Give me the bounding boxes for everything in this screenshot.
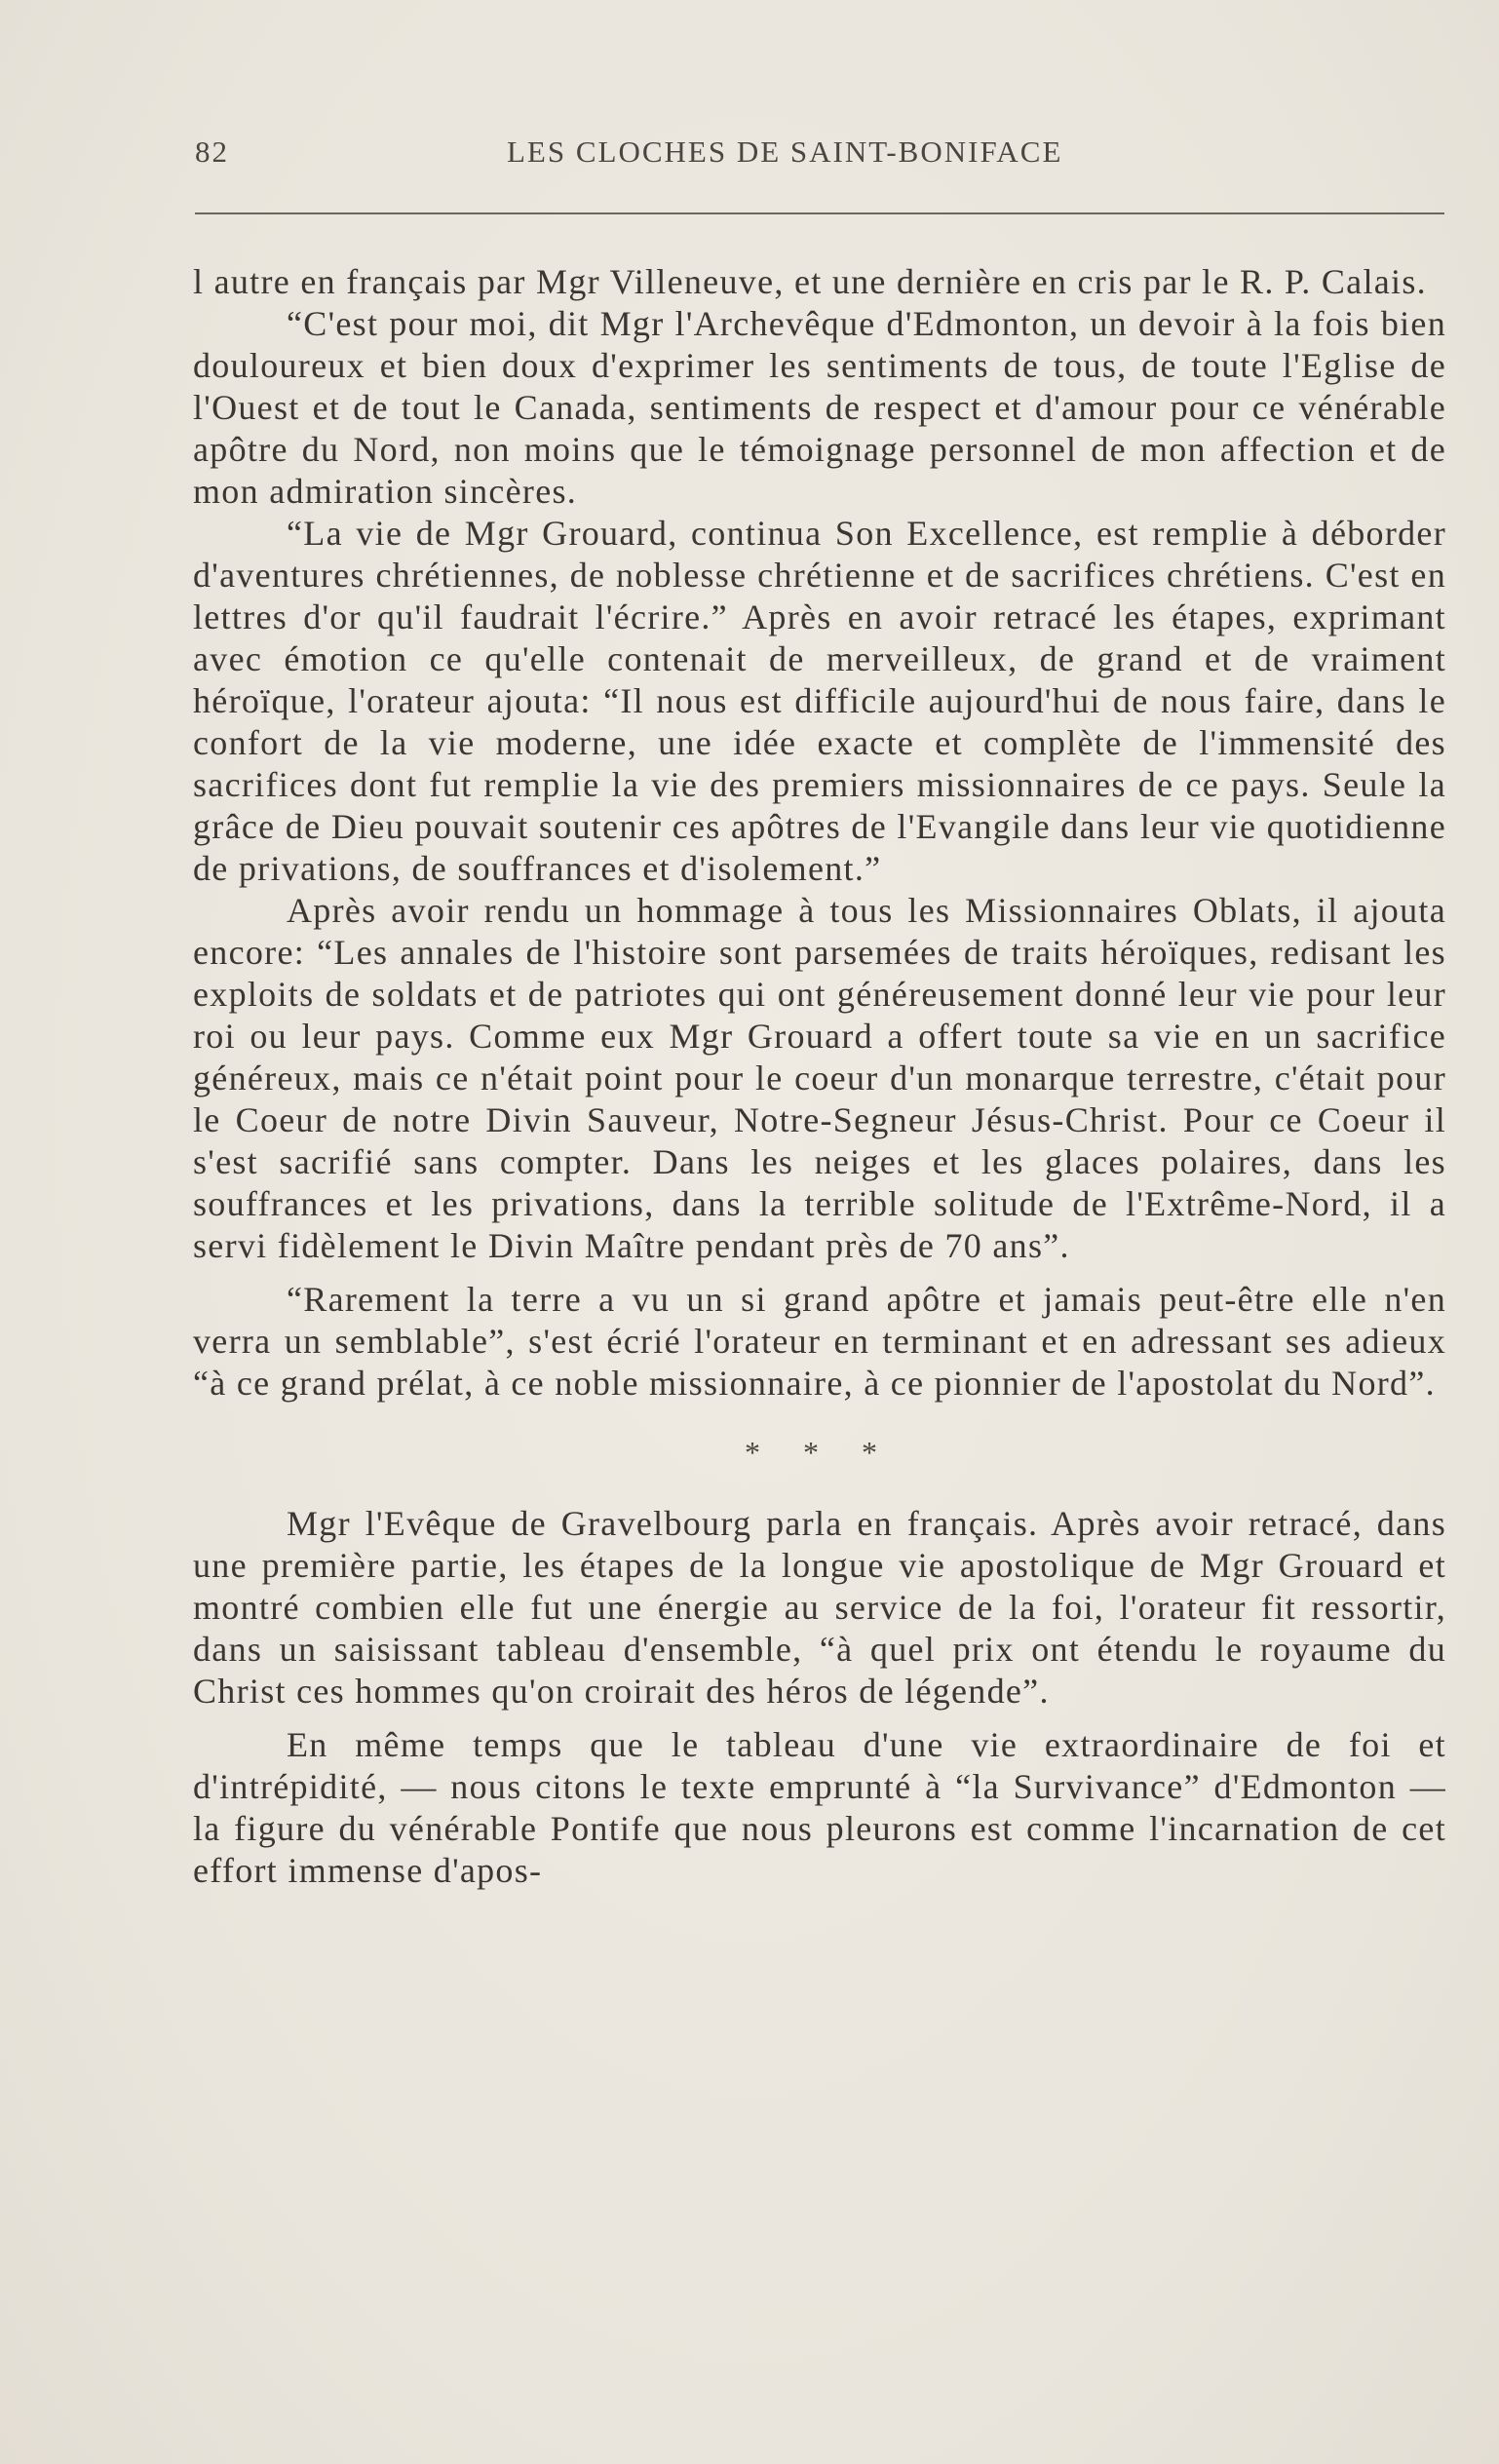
page-number: 82 [195, 135, 229, 169]
paragraph: En même temps que le tableau d'une vie extraordinaire de foi et d'intrépidité, — nous citons le texte emprunté à “la Survivance” d'Edmonton — la figure du vénérable Pontife que nous pleurons est comme l'incarnation de cet effort immense d'apos- [193, 1725, 1446, 1890]
paragraph: Mgr l'Evêque de Gravelbourg parla en français. Après avoir retracé, dans une première partie, les étapes de la longue vie apostolique de Mgr Grouard et montré combien elle fut une énergie au service de la foi, l'orateur fit ressortir, dans un saisissant tableau d'ensemble, “à quel prix ont étendu le royaume du Christ ces hommes qu'on croirait des héros de légende”. [193, 1504, 1446, 1711]
header-rule [195, 212, 1444, 214]
running-title: LES CLOCHES DE SAINT-BONIFACE [507, 135, 1063, 169]
body-text [193, 261, 1446, 1892]
paragraph: “La vie de Mgr Grouard, continua Son Excellence, est remplie à déborder d'aventures chrétiennes, de noblesse chrétienne et de sacrifices chrétiens. C'est en lettres d'or qu'il faudrait l'écrire.” Après en avoir retracé les étapes, exprimant avec émotion ce qu'elle contenait de merveilleux, de grand et de vraiment héroïque, l'orateur ajouta: “Il nous est difficile aujourd'hui de nous faire, dans le confort de la vie moderne, une idée exacte et complète de l'immensité des sacrifices dont fut remplie la vie des premiers missionnaires de ce pays. Seule la grâce de Dieu pouvait soutenir ces apôtres de l'Evangile dans leur vie quotidienne de privations, de souffrances et d'isolement.” [193, 514, 1446, 888]
paragraph: l autre en français par Mgr Villeneuve, et une dernière en cris par le R. P. Calais. [193, 262, 1427, 301]
paragraph: “Rarement la terre a vu un si grand apôtre et jamais peut-être elle n'en verra un semblable”, s'est écrié l'orateur en terminant et en adressant ses adieux “à ce grand prélat, à ce noble missionnaire, à ce pionnier de l'apostolat du Nord”. [193, 1280, 1446, 1403]
paragraph: “C'est pour moi, dit Mgr l'Archevêque d'Edmonton, un devoir à la fois bien douloureux et bien doux d'exprimer les sentiments de tous, de toute l'Eglise de l'Ouest et de tout le Canada, sentiments de respect et d'amour pour ce vénérable apôtre du Nord, non moins que le témoignage personnel de mon affection et de mon admiration sincères. [193, 304, 1446, 511]
section-separator: * * * [745, 1435, 895, 1470]
paragraph: Après avoir rendu un hommage à tous les Missionnaires Oblats, il ajouta encore: “Les annales de l'histoire sont parsemées de traits héroïques, redisant les exploits de soldats et de patriotes qui ont généreusement donné leur vie pour leur roi ou leur pays. Comme eux Mgr Grouard a offert toute sa vie en un sacrifice généreux, mais ce n'était point pour le coeur d'un monarque terrestre, c'était pour le Coeur de notre Divin Sauveur, Notre-Segneur Jésus-Christ. Pour ce Coeur il s'est sacrifié sans compter. Dans les neiges et les glaces polaires, dans les souffrances et les privations, dans la terrible solitude de l'Extrême-Nord, il a servi fidèlement le Divin Maître pendant près de 70 ans”. [193, 891, 1446, 1265]
